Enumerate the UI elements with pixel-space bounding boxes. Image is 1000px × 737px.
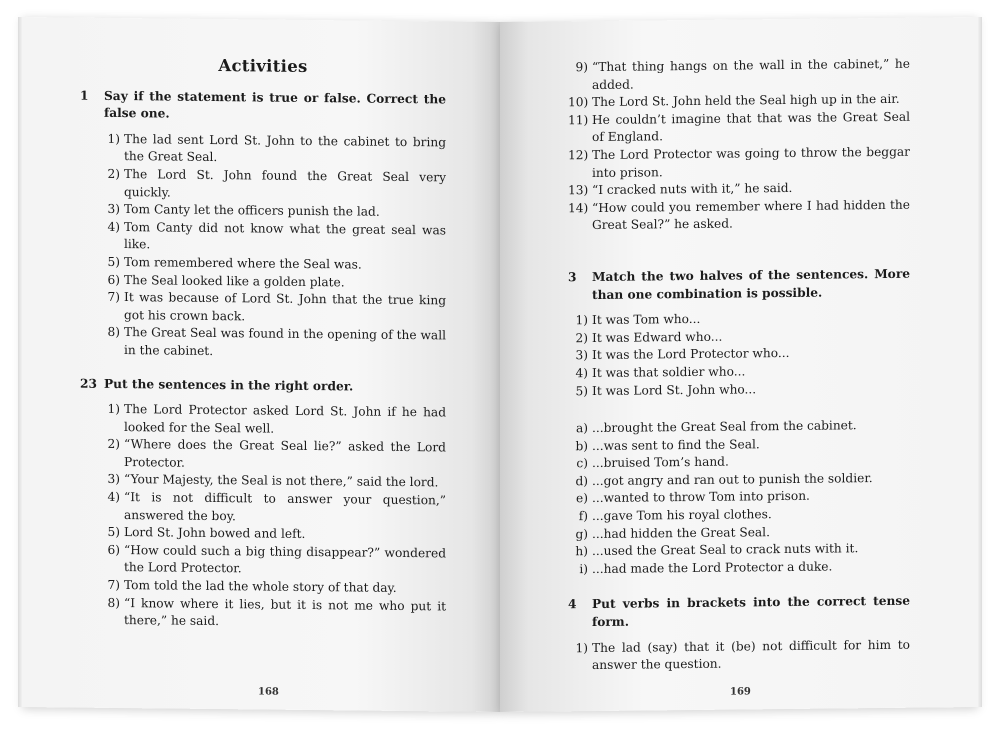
task-1-heading [80,87,446,126]
list-item [568,108,910,147]
list-item [568,558,910,579]
item-text: ...used the Great Seal to crack nuts with it. [592,541,859,559]
item-text: It was Lord St. John who... [592,381,757,398]
item-number: 2) [107,437,120,452]
item-number: d) [575,473,588,489]
item-number: 4) [107,489,120,505]
item-number: e) [576,491,588,506]
page-number: 169 [730,686,751,698]
left-page [22,17,500,712]
item-number: 10) [568,95,589,110]
item-text: ...bruised Tom’s hand. [592,454,729,471]
item-number: 11) [568,112,589,128]
list-item [80,324,446,363]
task-4-heading [568,593,910,632]
item-text: The lad (say) that it (be) not difficult for him to answer the question. [592,637,910,673]
item-number: 7) [107,290,120,305]
task-3-heading [568,266,910,305]
item-text: ...was sent to find the Seal. [592,436,760,453]
task-1-list [80,130,446,363]
list-item [568,379,910,400]
page-title: Activities [218,56,308,76]
item-text: It was the Lord Protector who... [592,346,790,363]
item-text: ...had made the Lord Protector a duke. [592,559,833,576]
task-3-first-halves [568,309,910,401]
item-text: The Seal looked like a golden plate. [124,272,345,289]
item-text: “Where does the Great Seal lie?” asked the Lord Protector. [124,437,446,470]
task-number: 23 [80,376,97,391]
item-text: Tom Canty let the officers punish the lad. [124,202,380,219]
item-number: i) [579,561,588,577]
list-item [80,594,446,633]
item-number: f) [578,509,588,524]
item-number: 1) [575,640,588,655]
item-number: 4) [107,219,120,234]
list-item [568,144,910,183]
item-text: The Lord St. John held the Seal high up in the air. [592,92,900,110]
item-number: a) [575,421,588,436]
item-number: 5) [107,254,120,269]
item-text: It was because of Lord St. John that the true king got his crown back. [124,290,446,324]
item-number: 7) [107,577,120,593]
item-number: b) [575,438,588,453]
item-text: “I cracked nuts with it,” he said. [592,181,793,198]
list-item [80,166,446,205]
item-text: The Lord St. John found the Great Seal very quickly. [124,167,446,200]
item-number: 14) [568,200,589,216]
list-item [80,489,446,528]
item-text: “How could such a big thing disappear?” wondered the Lord Protector. [124,542,446,576]
item-text: It was that soldier who... [592,364,746,380]
item-text: The Lord Protector asked Lord St. John if he had looked for the Seal well. [124,402,446,436]
item-text: Lord St. John bowed and left. [124,525,306,542]
item-number: 2) [107,166,120,181]
right-page-content [568,56,910,691]
left-page-content [80,56,446,650]
item-text: Tom remembered where the Seal was. [124,254,362,272]
item-text: “How could you remember where I had hidden the Great Seal?” he asked. [592,197,910,233]
list-item [80,130,446,169]
item-number: 3) [575,348,588,363]
task-instruction: Put verbs in brackets into the correct tense form. [592,594,910,630]
item-text: “I know where it lies, but it is not me who put it there,” he said. [124,595,446,629]
item-text: Tom told the lad the whole story of that day. [124,578,397,595]
task-instruction: Say if the statement is true or false. Correct the false one. [104,88,446,121]
item-text: Tom Canty did not know what the great seal was like. [124,219,446,252]
item-number: 1) [107,401,120,417]
item-number: 5) [575,383,588,398]
item-number: 2) [575,330,588,345]
page-edge [978,17,982,707]
task-23-heading [80,375,446,396]
item-number: 3) [107,472,120,487]
right-page [500,17,978,712]
task-instruction: Put the sentences in the right order. [104,376,354,393]
item-text: “Your Majesty, the Seal is not there,” said the lord. [124,472,439,490]
page-edge [18,17,22,707]
list-item [568,56,910,95]
list-item [80,401,446,440]
item-number: 3) [107,202,120,217]
item-number: 12) [568,148,589,163]
list-item [568,196,910,235]
task-number: 4 [568,597,577,612]
item-text: ...brought the Great Seal from the cabinet. [592,418,857,436]
item-text: The Lord Protector was going to throw the beggar into prison. [592,144,910,180]
item-text: The Great Seal was found in the opening of the wall in the cabinet. [124,325,446,358]
item-number: c) [576,456,588,471]
item-number: 8) [107,325,120,340]
list-item [568,636,910,675]
item-number: 8) [107,595,120,610]
item-text: ...gave Tom his royal clothes. [592,507,772,524]
item-text: It was Edward who... [592,329,723,345]
list-item [80,436,446,475]
list-item [80,289,446,328]
item-number: 5) [107,525,120,540]
item-number: 6) [107,542,120,557]
item-text: He couldn’t imagine that that was the Great Seal of England. [592,109,910,145]
task-number: 1 [80,88,89,103]
item-text: “It is not difficult to answer your question,” answered the boy. [124,490,446,523]
task-instruction: Match the two halves of the sentences. More than one combination is possible. [592,266,910,302]
task-23-list [80,401,446,634]
item-number: 6) [107,272,120,287]
item-number: 13) [568,183,589,198]
task-23-list-continued [568,56,910,236]
task-number: 3 [568,270,577,285]
item-text: “That thing hangs on the wall in the cabinet,” he added. [592,56,910,92]
item-number: g) [575,526,588,541]
item-text: The lad sent Lord St. John to the cabinet to bring the Great Seal. [124,131,446,165]
list-item [80,218,446,257]
task-4-list [568,636,910,675]
item-number: 1) [575,313,588,328]
list-item [80,541,446,580]
task-3-second-halves [568,417,910,579]
item-number: 1) [107,131,120,146]
item-number: 9) [575,60,588,75]
item-text: ...got angry and ran out to punish the soldier. [592,470,873,488]
item-text: ...had hidden the Great Seal. [592,524,770,541]
item-text: ...wanted to throw Tom into prison. [592,489,810,506]
item-number: 4) [575,365,588,381]
item-number: h) [575,544,588,559]
page-number: 168 [258,686,279,698]
item-text: It was Tom who... [592,312,701,328]
